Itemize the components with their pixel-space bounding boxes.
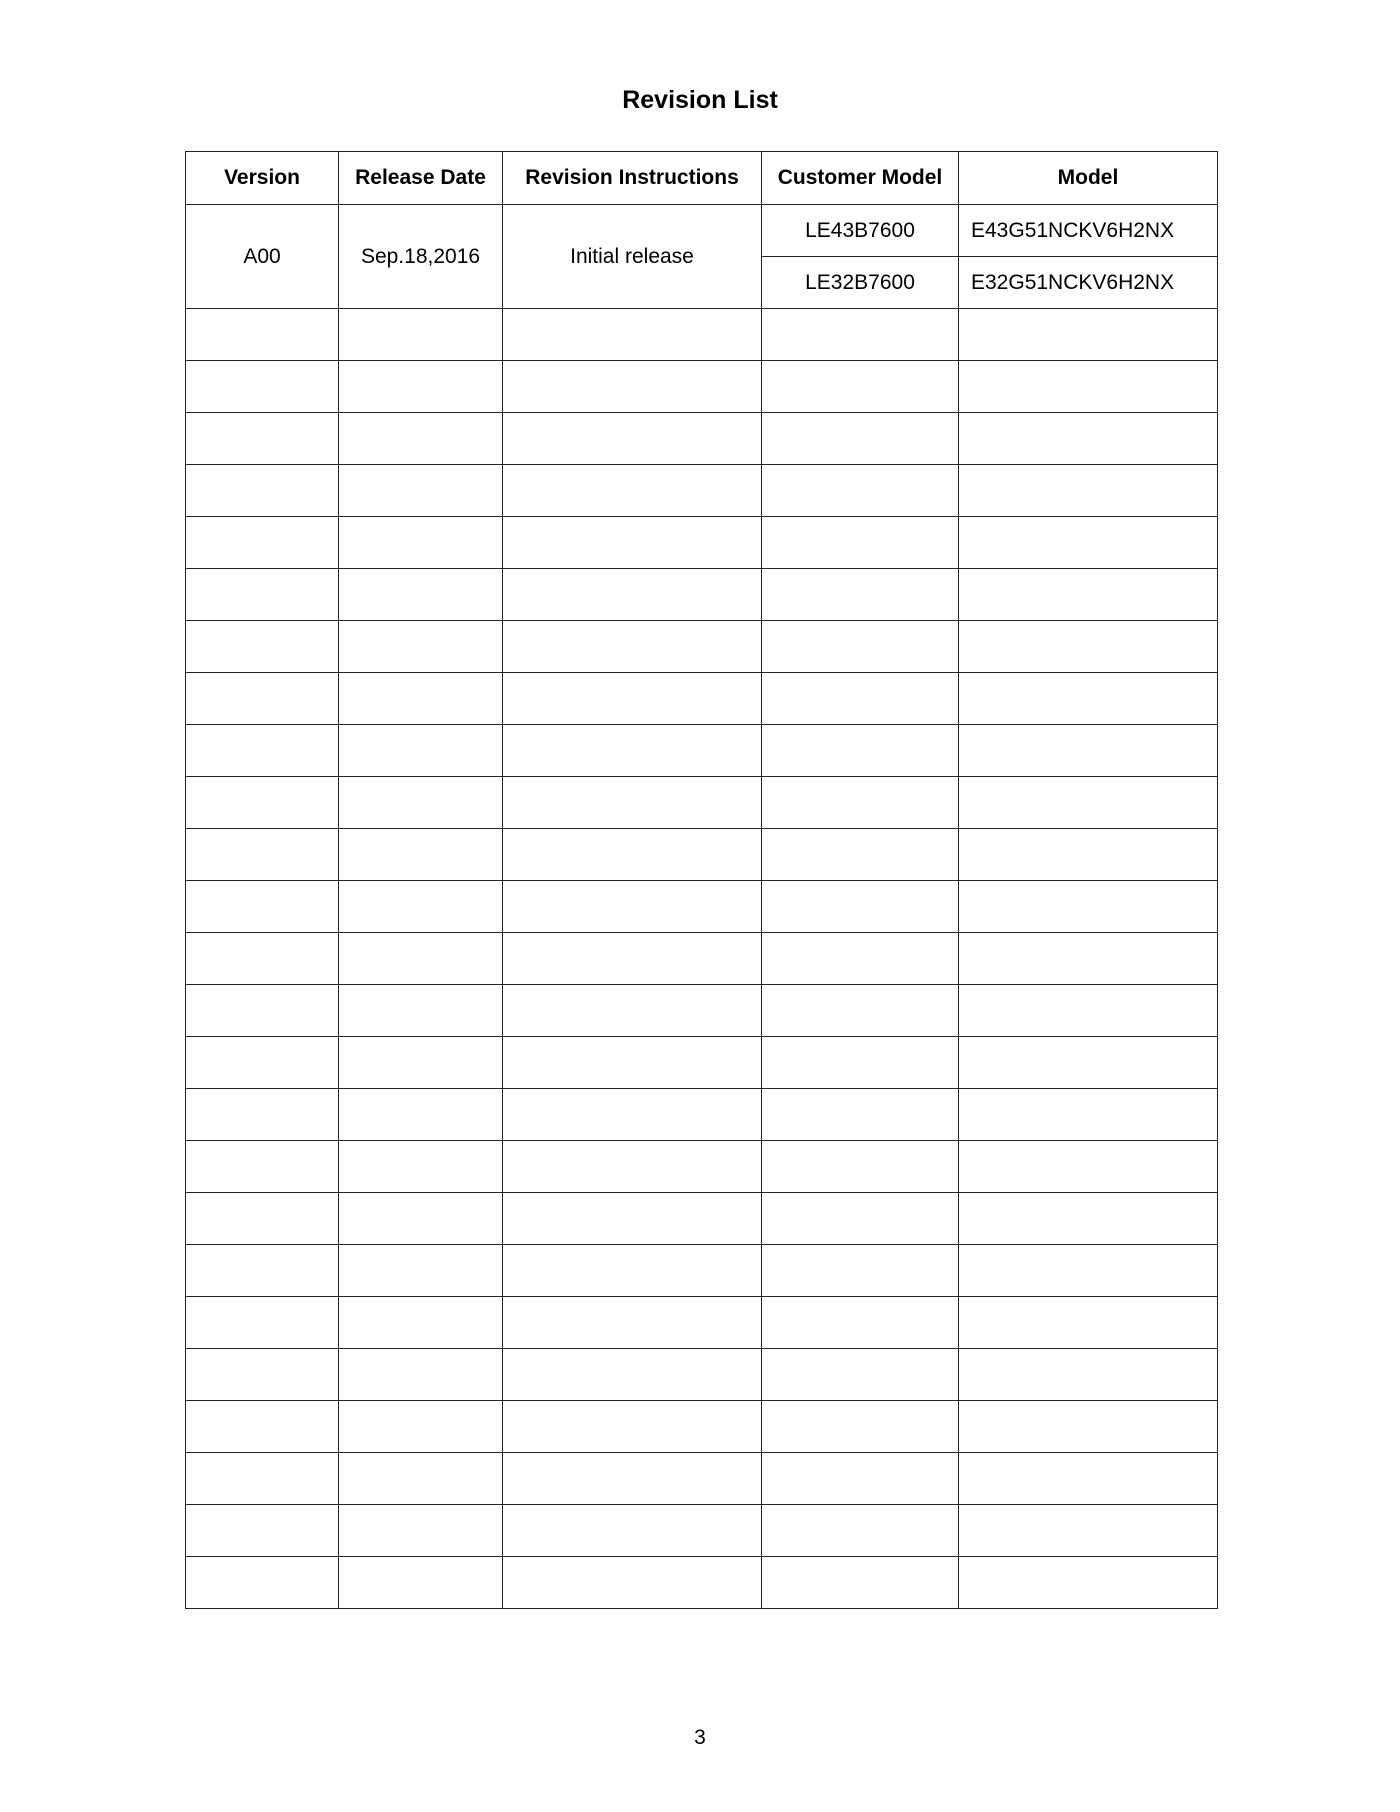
empty-cell [503, 1089, 762, 1141]
empty-cell [762, 933, 959, 985]
revision-table [185, 151, 1218, 1609]
empty-cell [186, 933, 339, 985]
empty-cell [959, 1557, 1218, 1609]
empty-cell [503, 517, 762, 569]
empty-cell [186, 413, 339, 465]
empty-cell [959, 777, 1218, 829]
revision-instructions-cell: Initial release [503, 205, 762, 309]
empty-cell [186, 1089, 339, 1141]
customer-model-cell: LE43B7600 [762, 205, 959, 257]
empty-cell [339, 621, 503, 673]
empty-cell [339, 1453, 503, 1505]
empty-table-row [186, 829, 1218, 881]
empty-cell [959, 1037, 1218, 1089]
empty-cell [762, 1193, 959, 1245]
empty-cell [762, 1349, 959, 1401]
empty-cell [186, 985, 339, 1037]
empty-table-row [186, 413, 1218, 465]
empty-cell [959, 1245, 1218, 1297]
empty-cell [959, 933, 1218, 985]
empty-table-row [186, 621, 1218, 673]
empty-cell [339, 1401, 503, 1453]
empty-cell [959, 1349, 1218, 1401]
empty-cell [186, 881, 339, 933]
empty-cell [503, 1193, 762, 1245]
empty-cell [339, 1505, 503, 1557]
empty-cell [503, 309, 762, 361]
empty-table-row [186, 1557, 1218, 1609]
empty-table-row [186, 1453, 1218, 1505]
empty-table-row [186, 881, 1218, 933]
empty-cell [959, 1089, 1218, 1141]
empty-cell [186, 1401, 339, 1453]
empty-cell [339, 361, 503, 413]
empty-table-row [186, 1349, 1218, 1401]
empty-cell [339, 829, 503, 881]
empty-cell [762, 413, 959, 465]
customer-model-cell: LE32B7600 [762, 257, 959, 309]
empty-cell [762, 1453, 959, 1505]
model-cell: E32G51NCKV6H2NX [959, 257, 1218, 309]
empty-cell [503, 413, 762, 465]
empty-cell [762, 309, 959, 361]
empty-cell [959, 725, 1218, 777]
empty-table-row [186, 309, 1218, 361]
empty-cell [762, 621, 959, 673]
release-date-cell: Sep.18,2016 [339, 205, 503, 309]
empty-cell [339, 569, 503, 621]
empty-cell [959, 829, 1218, 881]
empty-cell [186, 725, 339, 777]
empty-cell [503, 1401, 762, 1453]
empty-table-row [186, 1141, 1218, 1193]
empty-cell [762, 725, 959, 777]
header-customer-model: Customer Model [762, 152, 959, 205]
empty-table-row [186, 777, 1218, 829]
header-revision-instructions: Revision Instructions [503, 152, 762, 205]
empty-cell [762, 361, 959, 413]
empty-cell [503, 1557, 762, 1609]
empty-cell [762, 1505, 959, 1557]
empty-cell [959, 1401, 1218, 1453]
empty-cell [503, 985, 762, 1037]
empty-cell [959, 1141, 1218, 1193]
empty-cell [186, 829, 339, 881]
empty-cell [339, 673, 503, 725]
empty-cell [503, 465, 762, 517]
header-version: Version [186, 152, 339, 205]
empty-cell [959, 361, 1218, 413]
empty-cell [762, 1245, 959, 1297]
table-header-row [186, 152, 1218, 205]
empty-cell [503, 777, 762, 829]
empty-cell [339, 777, 503, 829]
empty-cell [959, 1193, 1218, 1245]
empty-cell [186, 517, 339, 569]
empty-cell [959, 309, 1218, 361]
empty-cell [339, 1141, 503, 1193]
empty-cell [959, 1297, 1218, 1349]
empty-cell [503, 933, 762, 985]
empty-cell [503, 1245, 762, 1297]
empty-cell [762, 829, 959, 881]
empty-cell [762, 1401, 959, 1453]
empty-cell [959, 465, 1218, 517]
empty-cell [186, 673, 339, 725]
empty-cell [339, 1245, 503, 1297]
empty-cell [339, 309, 503, 361]
empty-cell [503, 725, 762, 777]
empty-cell [762, 985, 959, 1037]
empty-cell [762, 517, 959, 569]
empty-cell [186, 777, 339, 829]
empty-cell [339, 1089, 503, 1141]
empty-cell [503, 673, 762, 725]
empty-cell [503, 569, 762, 621]
empty-cell [186, 1037, 339, 1089]
page-title: Revision List [622, 86, 778, 114]
empty-cell [762, 1089, 959, 1141]
table-row [186, 205, 1218, 257]
empty-cell [186, 1245, 339, 1297]
page-number: 3 [694, 1726, 706, 1749]
empty-cell [959, 881, 1218, 933]
empty-cell [186, 465, 339, 517]
empty-table-row [186, 673, 1218, 725]
empty-cell [503, 621, 762, 673]
empty-table-row [186, 361, 1218, 413]
empty-cell [339, 1349, 503, 1401]
empty-cell [959, 673, 1218, 725]
empty-cell [762, 1141, 959, 1193]
empty-cell [503, 1349, 762, 1401]
empty-cell [959, 1505, 1218, 1557]
empty-cell [339, 1037, 503, 1089]
empty-cell [503, 1037, 762, 1089]
empty-cell [186, 621, 339, 673]
empty-cell [762, 465, 959, 517]
empty-cell [503, 1141, 762, 1193]
empty-table-row [186, 517, 1218, 569]
empty-cell [186, 1297, 339, 1349]
empty-cell [339, 1193, 503, 1245]
empty-cell [959, 1453, 1218, 1505]
empty-cell [339, 1297, 503, 1349]
empty-cell [762, 1037, 959, 1089]
empty-table-row [186, 465, 1218, 517]
empty-table-row [186, 1401, 1218, 1453]
empty-cell [959, 569, 1218, 621]
empty-table-row [186, 1089, 1218, 1141]
empty-cell [186, 1505, 339, 1557]
empty-table-row [186, 1193, 1218, 1245]
empty-cell [186, 1453, 339, 1505]
empty-cell [503, 881, 762, 933]
empty-table-row [186, 1037, 1218, 1089]
empty-table-row [186, 569, 1218, 621]
empty-table-row [186, 725, 1218, 777]
empty-cell [339, 1557, 503, 1609]
empty-cell [959, 517, 1218, 569]
empty-cell [959, 985, 1218, 1037]
empty-cell [186, 361, 339, 413]
empty-cell [339, 413, 503, 465]
empty-cell [762, 1297, 959, 1349]
empty-cell [339, 465, 503, 517]
empty-cell [503, 361, 762, 413]
empty-cell [339, 933, 503, 985]
empty-cell [762, 569, 959, 621]
empty-cell [186, 1193, 339, 1245]
empty-cell [762, 673, 959, 725]
header-model: Model [959, 152, 1218, 205]
empty-cell [186, 1557, 339, 1609]
empty-cell [503, 1297, 762, 1349]
empty-cell [339, 725, 503, 777]
empty-table-row [186, 1297, 1218, 1349]
empty-table-row [186, 985, 1218, 1037]
header-release-date: Release Date [339, 152, 503, 205]
empty-cell [339, 985, 503, 1037]
empty-cell [959, 413, 1218, 465]
empty-cell [339, 517, 503, 569]
empty-cell [503, 1505, 762, 1557]
empty-table-row [186, 1505, 1218, 1557]
empty-table-row [186, 1245, 1218, 1297]
empty-cell [186, 309, 339, 361]
empty-cell [959, 621, 1218, 673]
empty-cell [503, 829, 762, 881]
empty-cell [339, 881, 503, 933]
version-cell: A00 [186, 205, 339, 309]
empty-cell [503, 1453, 762, 1505]
empty-cell [762, 1557, 959, 1609]
empty-cell [762, 777, 959, 829]
empty-cell [762, 881, 959, 933]
empty-table-row [186, 933, 1218, 985]
empty-cell [186, 1141, 339, 1193]
model-cell: E43G51NCKV6H2NX [959, 205, 1218, 257]
empty-cell [186, 1349, 339, 1401]
empty-cell [186, 569, 339, 621]
